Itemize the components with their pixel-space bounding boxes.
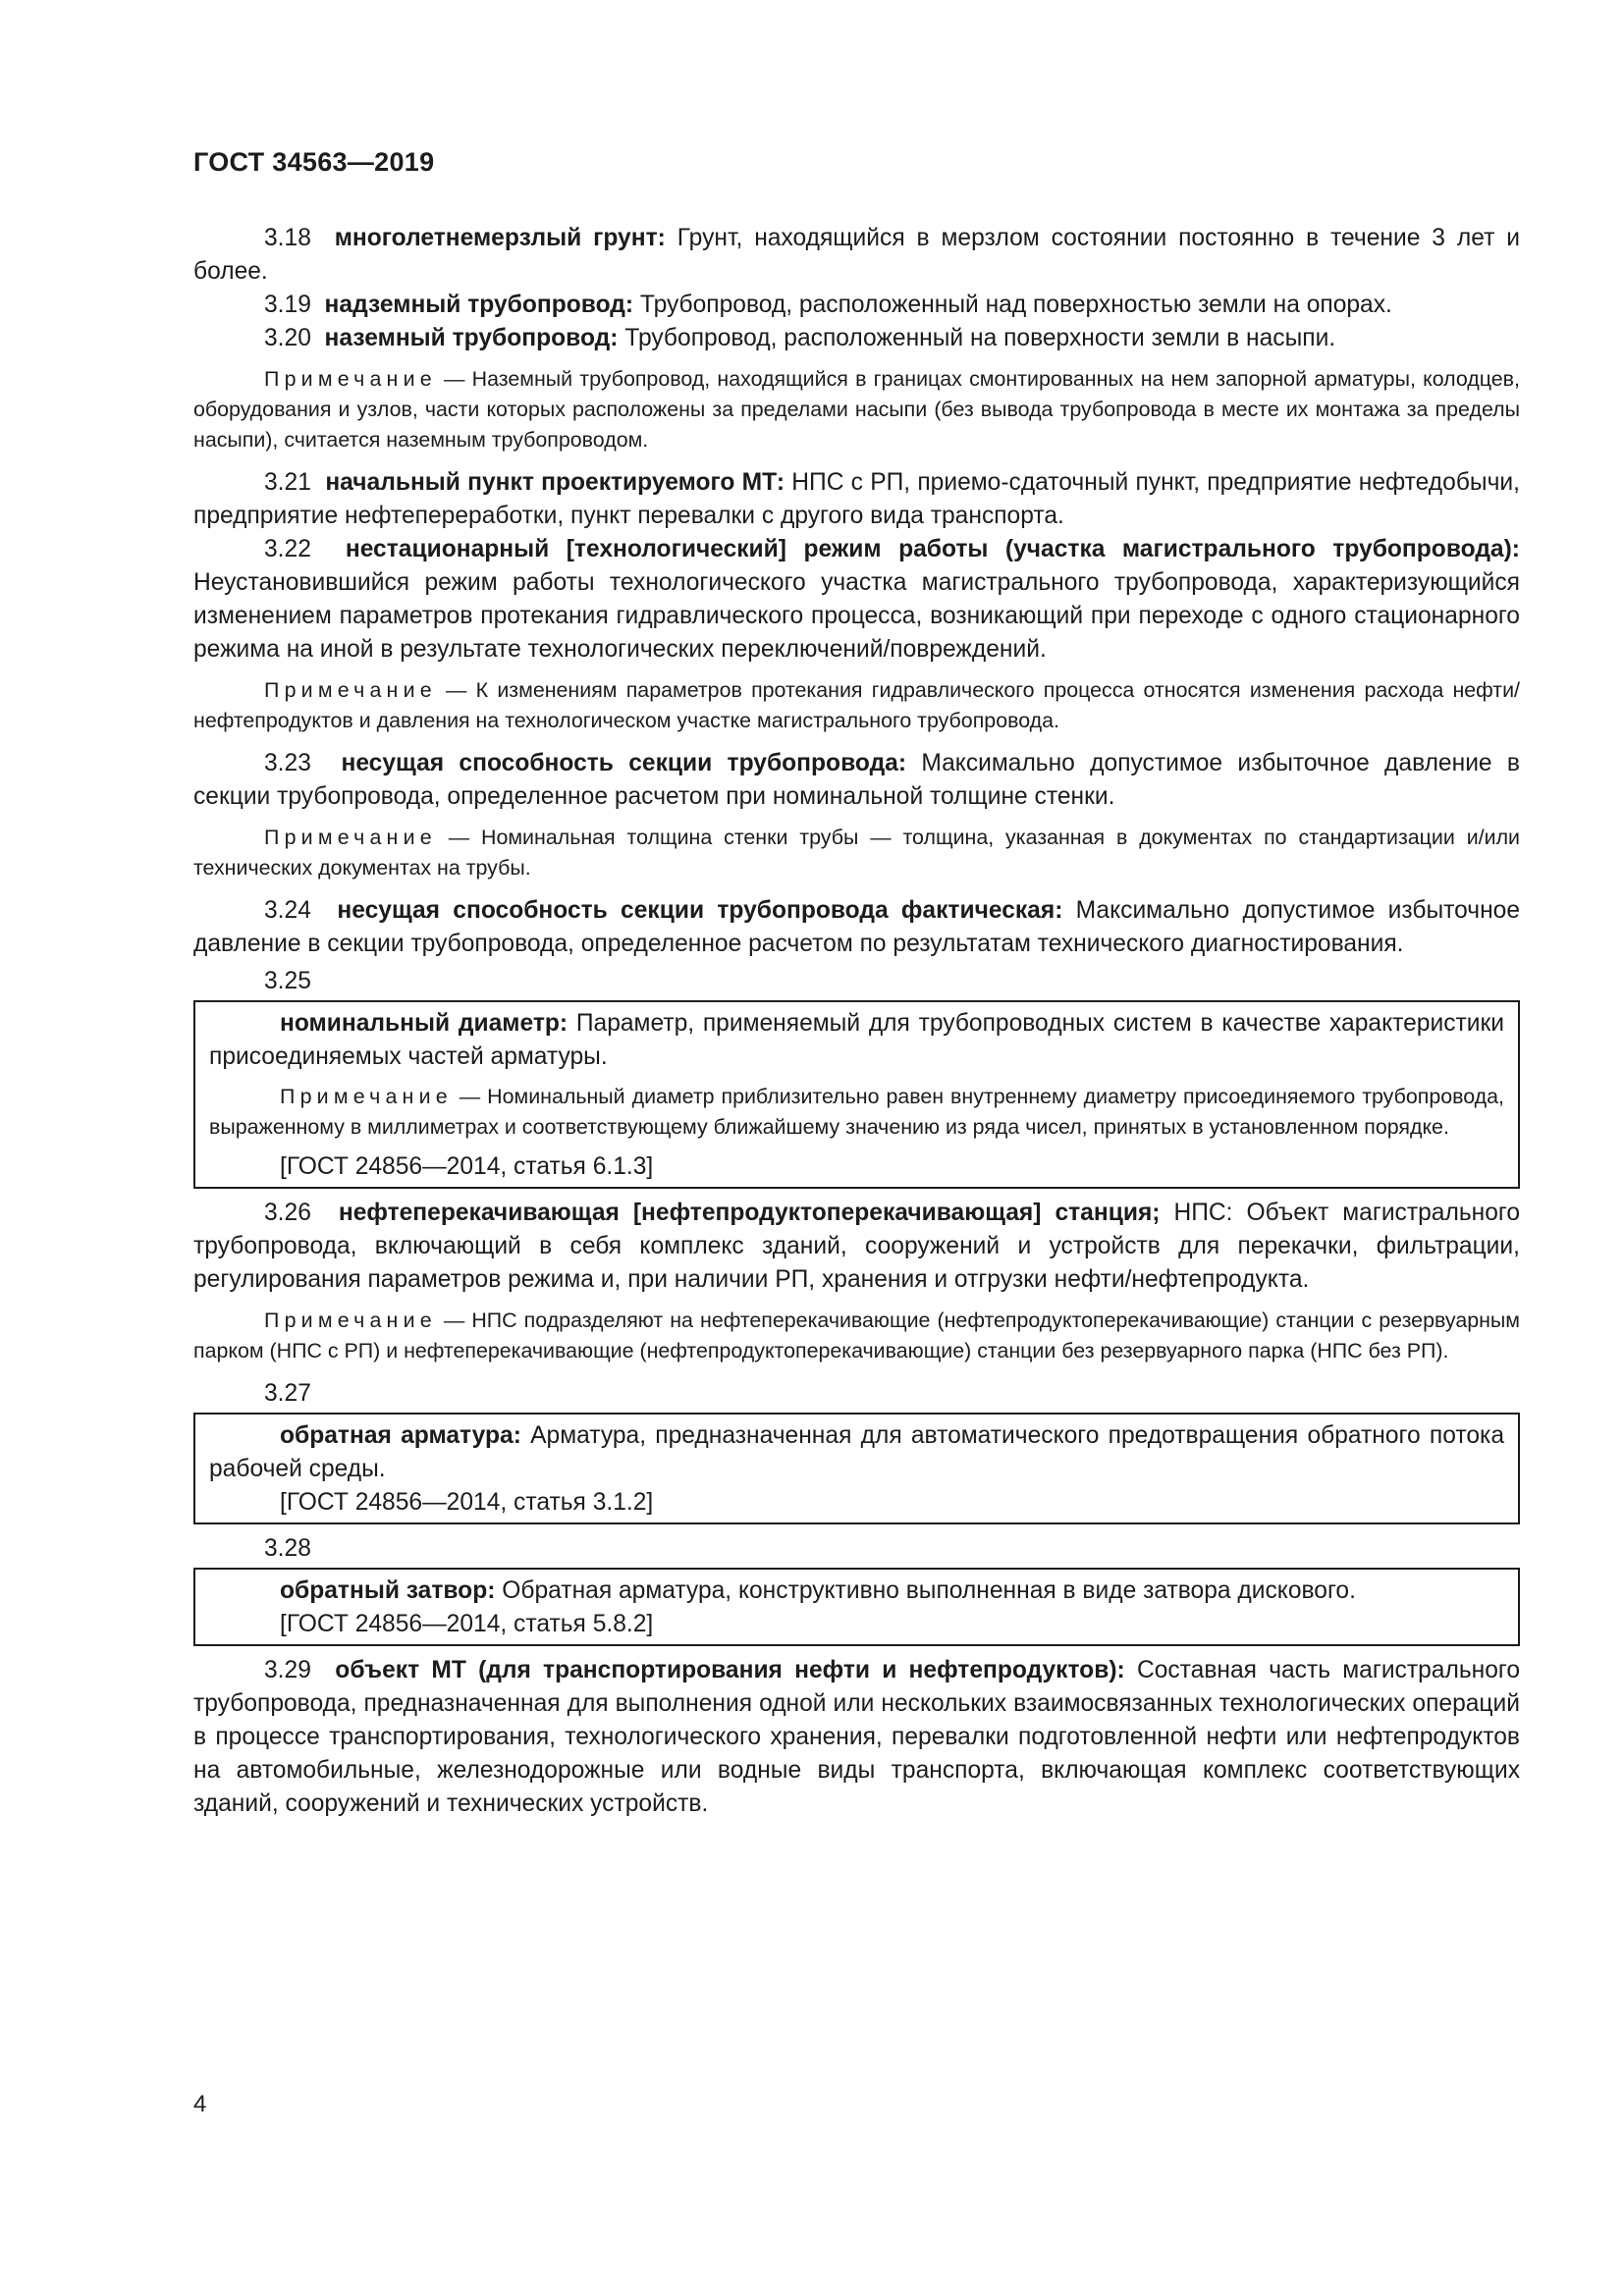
note-text: — Наземный трубопровод, находящийся в границах смонтированных на нем запорной арматуры, колодцев, оборудования и узлов, части которых расположены за пределами насыпи (без вывода трубопровода в месте их монтажа за пределы насыпи), считается наземным трубопроводом. (193, 367, 1520, 452)
term-name: обратный затвор: (280, 1577, 496, 1604)
note-label: Примечание (264, 678, 437, 702)
term-3-20 (193, 322, 1520, 355)
term-number: 3.24 (264, 897, 311, 924)
term-name: нестационарный [технологический] режим работы (участка магистрального трубопровода): (345, 536, 1520, 562)
term-box-3-28 (193, 1568, 1520, 1646)
term-definition: Составная часть магистрального трубопровода, предназначенная для выполнения одной или нескольких взаимосвязанных технологических операций в процессе транспортирования, технологического хранения, перевалки подготовленной нефти или нефтепродуктов на автомобильные, железнодорожные или водные виды транспорта, включающая комплекс соответствующих зданий, сооружений и технических устройств. (193, 1657, 1521, 1817)
term-definition: Объект магистрального трубопровода, включающий в себя комплекс зданий, сооружений и устройств для перекачки, фильтрации, регулирования параметров режима и, при наличии РП, хранения и отгрузки нефти/нефтепродукта. (193, 1200, 1521, 1293)
term-name: объект МТ (для транспортирования нефти и нефтепродуктов): (335, 1657, 1125, 1683)
term-note (193, 364, 1520, 455)
term-3-18 (193, 222, 1520, 289)
term-name: многолетнемерзлый грунт: (334, 225, 666, 251)
term-definition: Параметр, применяемый для трубопроводных систем в качестве характеристики присоединяемых частей арматуры. (209, 1010, 1504, 1070)
term-3-24 (193, 894, 1520, 961)
document-body (193, 222, 1520, 1821)
source-reference: [ГОСТ 24856—2014, статья 5.8.2] (280, 1611, 654, 1637)
term-definition: Максимально допустимое избыточное давление в секции трубопровода, определенное расчетом по результатам технического диагностирования. (193, 897, 1521, 957)
term-note (209, 1082, 1504, 1143)
term-number: 3.20 (264, 325, 311, 351)
note-label: Примечание (280, 1085, 453, 1108)
page-number: 4 (193, 2091, 207, 2117)
term-number: 3.18 (264, 225, 311, 251)
term-definition: Грунт, находящийся в мерзлом состоянии постоянно в течение 3 лет и более. (193, 225, 1520, 285)
term-number: 3.28 (264, 1535, 311, 1562)
term-number: 3.27 (264, 1380, 311, 1407)
source-reference: [ГОСТ 24856—2014, статья 3.1.2] (280, 1489, 654, 1516)
term-number: 3.22 (264, 536, 311, 562)
term-3-25 (209, 1007, 1504, 1074)
term-definition: Трубопровод, расположенный над поверхностью земли на опорах. (639, 292, 1392, 318)
note-label: Примечание (264, 826, 437, 849)
note-text: — НПС подразделяют на нефтеперекачивающие (нефтепродуктоперекачивающие) станции с резервуарным парком (НПС с РП) и нефтеперекачивающие (нефтепродуктоперекачивающие) станции без резервуарного парка (НПС без РП). (193, 1308, 1521, 1362)
term-definition: Трубопровод, расположенный на поверхности земли в насыпи. (624, 325, 1336, 351)
term-3-28 (209, 1575, 1504, 1608)
note-text: — Номинальная толщина стенки трубы — толщина, указанная в документах по стандартизации и/или технических документах на трубы. (193, 826, 1520, 880)
term-definition: НПС с РП, приемо-сдаточный пункт, предприятие нефтедобычи, предприятие нефтепереработки, пункт перевалки с другого вида транспорта. (193, 469, 1520, 529)
term-number: 3.29 (264, 1657, 311, 1683)
term-note (193, 675, 1520, 736)
term-number: 3.25 (264, 968, 311, 994)
term-note (193, 823, 1520, 883)
note-text: — К изменениям параметров протекания гидравлического процесса относятся изменения расхода нефти/нефтепродуктов и давления на технологическом участке магистрального трубопровода. (193, 678, 1520, 732)
term-abbreviation: НПС: (1173, 1200, 1233, 1226)
term-note (193, 1306, 1520, 1366)
note-label: Примечание (264, 367, 437, 391)
term-3-29 (193, 1654, 1520, 1821)
term-definition: Максимально допустимое избыточное давление в секции трубопровода, определенное расчетом при номинальной толщине стенки. (193, 750, 1520, 810)
term-3-21 (193, 466, 1520, 533)
term-name: наземный трубопровод: (324, 325, 619, 351)
term-name: несущая способность секции трубопровода фактическая: (337, 897, 1063, 924)
term-number: 3.26 (264, 1200, 311, 1226)
term-name: номинальный диаметр: (280, 1010, 568, 1037)
term-name: нефтеперекачивающая [нефтепродуктоперекачивающая] станция; (338, 1200, 1161, 1226)
note-text: — Номинальный диаметр приблизительно равен внутреннему диаметру присоединяемого трубопровода, выраженному в миллиметрах и соответствующему ближайшему значению из ряда чисел, принятых в установленном порядке. (209, 1085, 1504, 1139)
term-3-22 (193, 533, 1520, 667)
term-3-27 (209, 1419, 1504, 1486)
source-reference: [ГОСТ 24856—2014, статья 6.1.3] (280, 1153, 654, 1180)
term-definition: Неустановившийся режим работы технологического участка магистрального трубопровода, характеризующийся изменением параметров протекания гидравлического процесса, возникающий при переходе с одного стационарного режима на иной в результате технологических переключений/повреждений. (193, 569, 1520, 663)
document-header: ГОСТ 34563—2019 (193, 147, 435, 177)
term-name: обратная арматура: (280, 1422, 521, 1449)
term-3-19 (193, 289, 1520, 322)
term-name: надземный трубопровод: (324, 292, 634, 318)
term-number: 3.19 (264, 292, 311, 318)
term-box-3-27 (193, 1413, 1520, 1524)
term-3-26 (193, 1197, 1520, 1297)
term-definition: Обратная арматура, конструктивно выполненная в виде затвора дискового. (502, 1577, 1356, 1604)
term-definition: Арматура, предназначенная для автоматического предотвращения обратного потока рабочей среды. (209, 1422, 1505, 1482)
term-name: несущая способность секции трубопровода: (341, 750, 907, 776)
term-name: начальный пункт проектируемого МТ: (325, 469, 785, 496)
term-number: 3.23 (264, 750, 311, 776)
term-number: 3.21 (264, 469, 311, 496)
term-box-3-25 (193, 1000, 1520, 1189)
term-3-23 (193, 747, 1520, 814)
note-label: Примечание (264, 1308, 437, 1332)
